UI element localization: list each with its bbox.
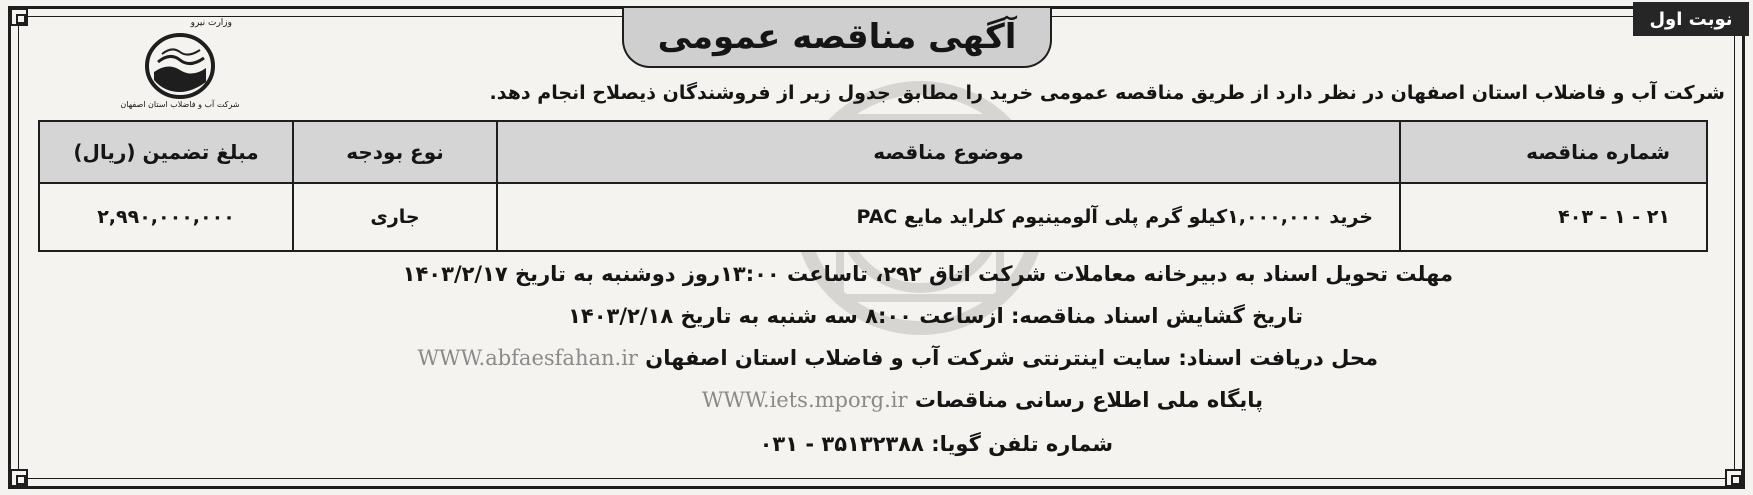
budget-type-cell: جاری	[293, 183, 497, 251]
portal-line	[702, 388, 1263, 412]
portal-label: پایگاه ملی اطلاع رسانی مناقصات	[914, 388, 1263, 412]
corner-ornament-tl	[10, 8, 28, 26]
table-header-row	[39, 121, 1707, 183]
guarantee-amount-cell: ۲,۹۹۰,۰۰۰,۰۰۰	[39, 183, 293, 251]
title-banner	[622, 8, 1052, 68]
issue-badge: نوبت اول	[1633, 2, 1749, 36]
opening-date-text: تاریخ گشایش اسناد مناقصه: ازساعت ۸:۰۰ سه شنبه به تاریخ ۱۴۰۳/۲/۱۸	[568, 304, 1303, 328]
column-header-subject: موضوع مناقصه	[497, 121, 1400, 183]
company-label: شرکت آب و فاضلاب استان اصفهان	[120, 100, 240, 109]
company-logo	[100, 16, 260, 116]
deadline-text: مهلت تحویل اسناد به دبیرخانه معاملات شرکت اتاق ۲۹۲، تاساعت ۱۳:۰۰روز دوشنبه به تاریخ ۱۴۰۳/۲/۱۷	[402, 262, 1453, 286]
phone-text: شماره تلفن گویا: ۳۵۱۳۲۳۸۸ - ۰۳۱	[759, 432, 1113, 456]
tender-subject-cell: خرید ۱,۰۰۰,۰۰۰کیلو گرم پلی آلومینیوم کلراید مایع PAC	[497, 183, 1400, 251]
company-website-link[interactable]: WWW.abfaesfahan.ir	[417, 346, 638, 370]
column-header-number: شماره مناقصه	[1400, 121, 1707, 183]
table-row	[39, 183, 1707, 251]
docs-location-line	[417, 346, 1378, 370]
water-drop-icon	[144, 32, 216, 100]
column-header-budget: نوع بودجه	[293, 121, 497, 183]
docs-location-label: محل دریافت اسناد: سایت اینترنتی شرکت آب و فاضلاب استان اصفهان	[645, 346, 1378, 370]
page-title: آگهی مناقصه عمومی	[657, 17, 1017, 57]
ministry-label: وزارت نیرو	[190, 18, 232, 28]
intro-text: شرکت آب و فاضلاب استان اصفهان در نظر دارد از طریق مناقصه عمومی خرید را مطابق جدول زیر از فروشندگان ذیصلاح انجام دهد.	[489, 82, 1725, 104]
tender-table	[38, 120, 1708, 252]
tender-number-cell: ۲۱ - ۱ - ۴۰۳	[1400, 183, 1707, 251]
corner-ornament-br	[1725, 469, 1743, 487]
column-header-guarantee: مبلغ تضمین (ریال)	[39, 121, 293, 183]
portal-website-link[interactable]: WWW.iets.mporg.ir	[701, 388, 908, 412]
corner-ornament-bl	[10, 469, 28, 487]
